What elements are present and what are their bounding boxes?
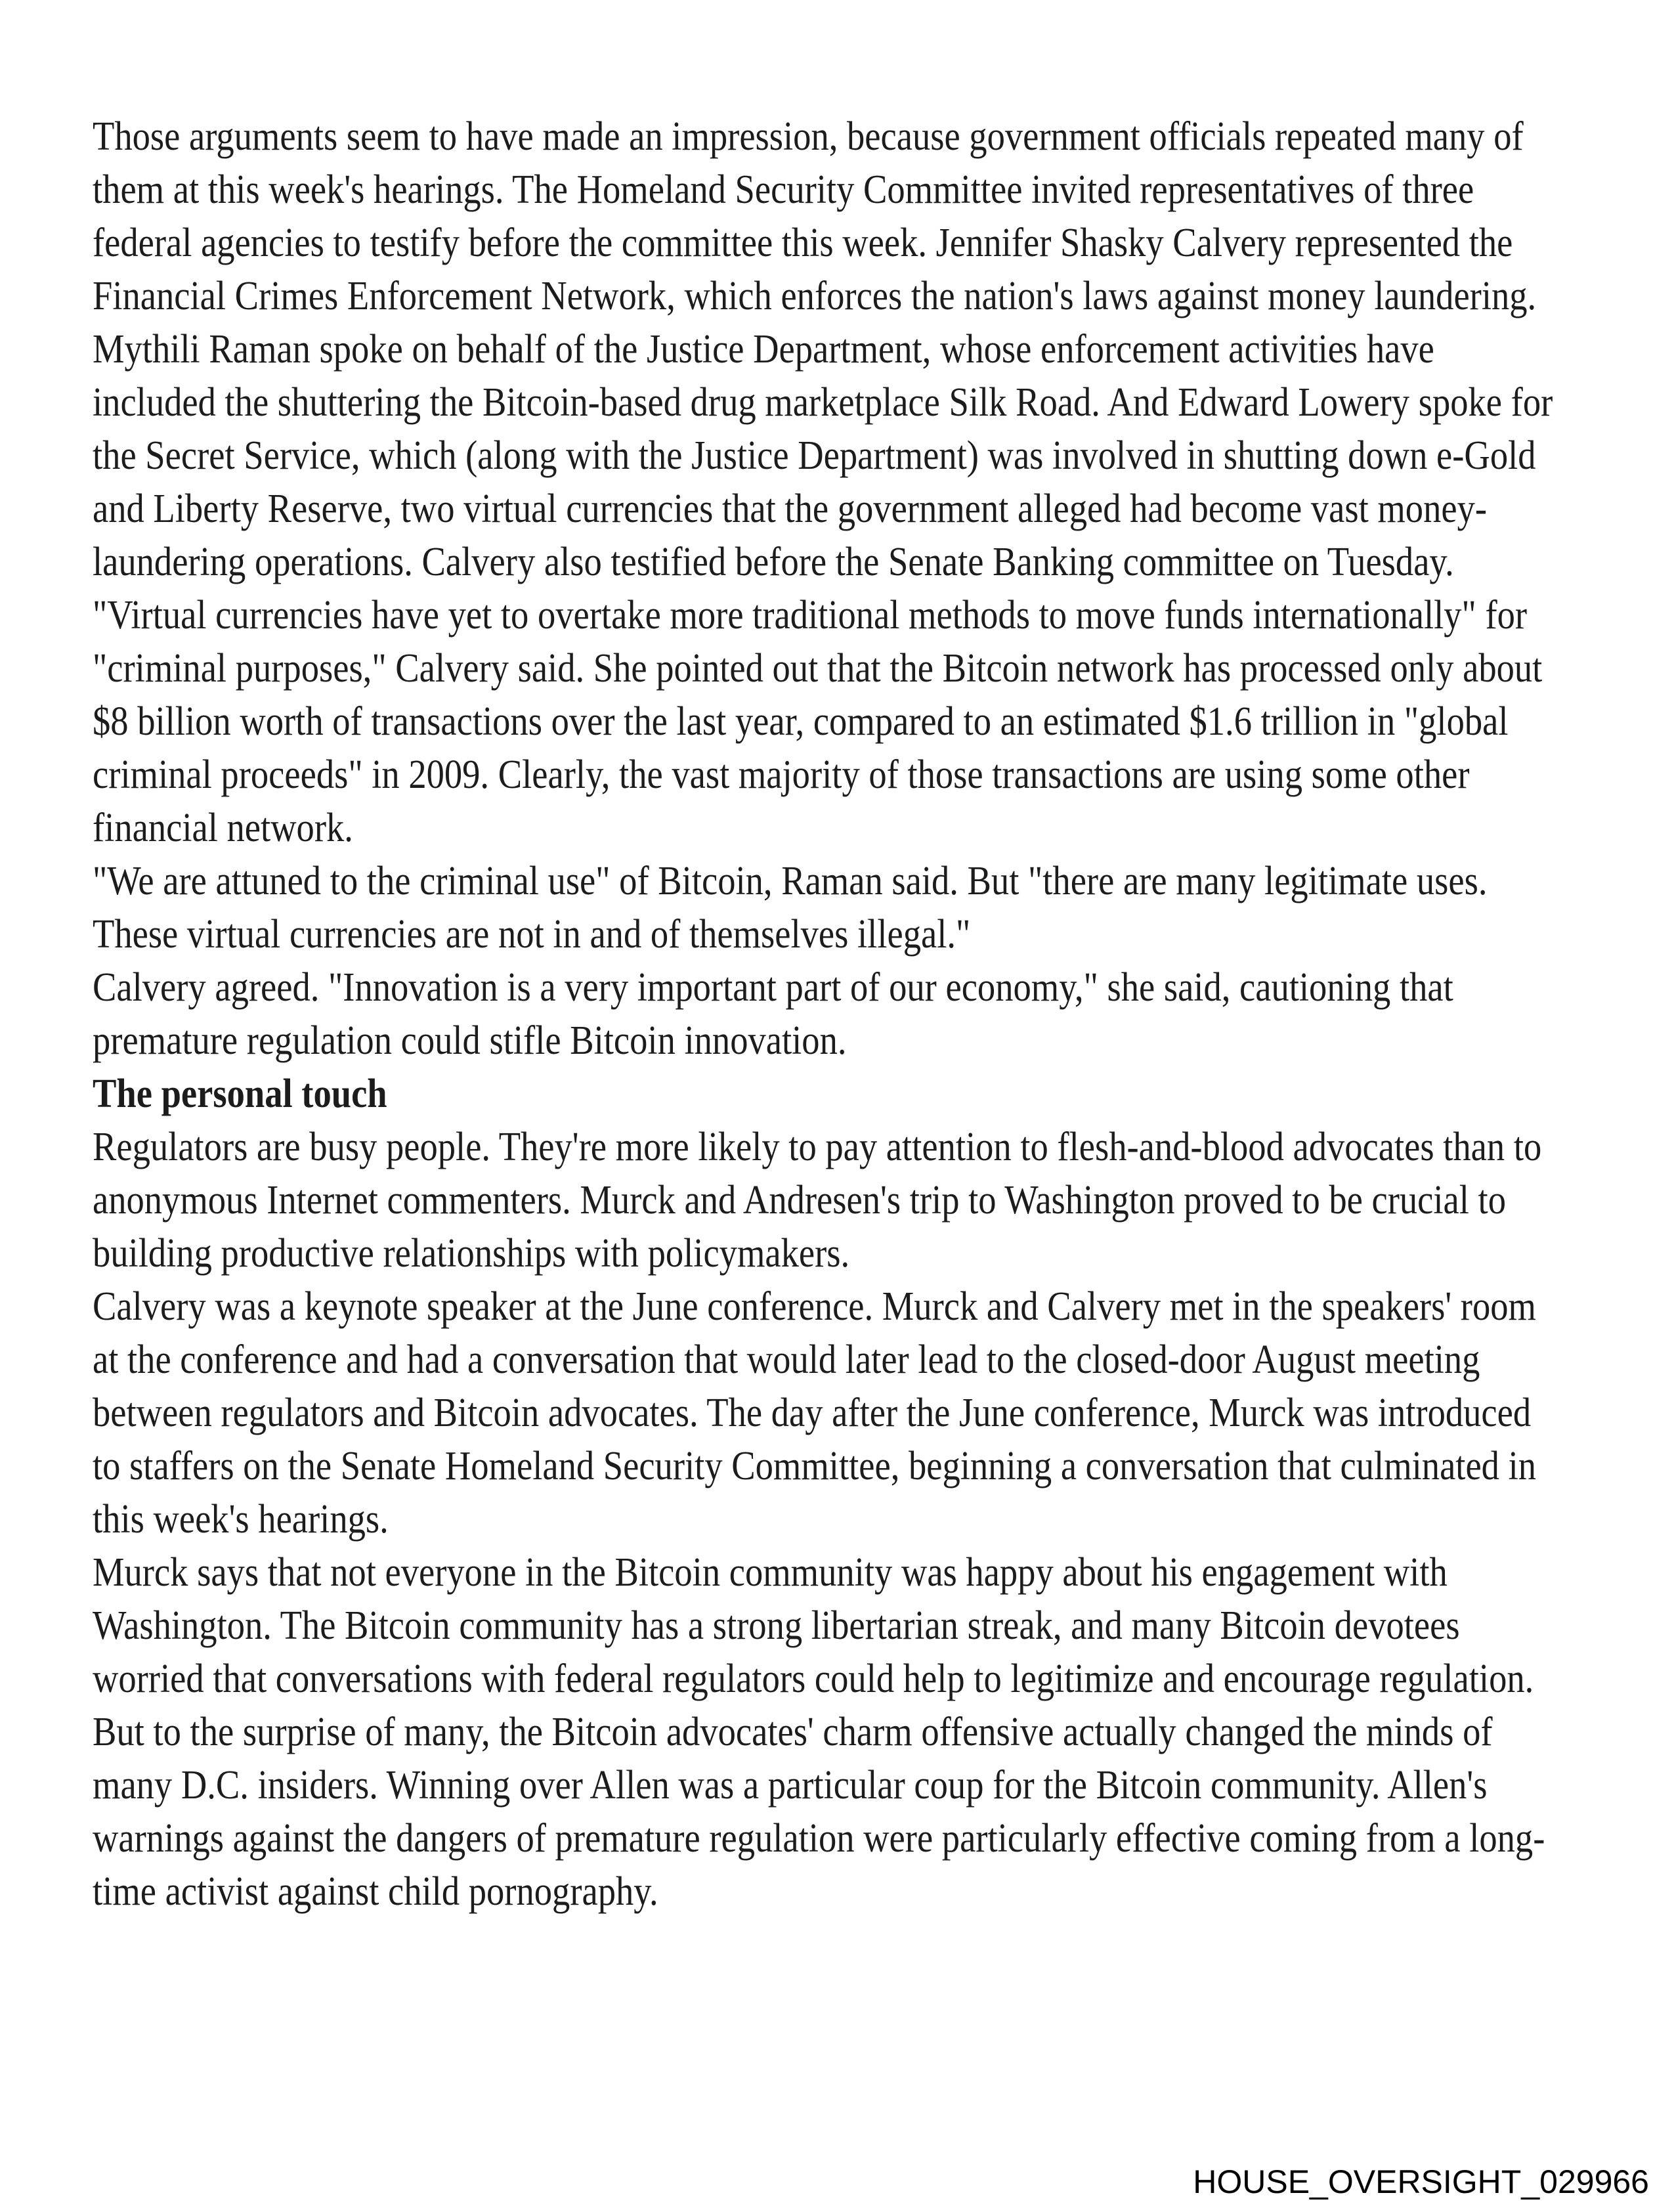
text-line: But to the surprise of many, the Bitcoin advocates' charm offensive actually changed the minds of [93, 1710, 1493, 1754]
text-line: the Secret Service, which (along with the Justice Department) was involved in shutting down e-Gold [93, 433, 1536, 478]
text-line: anonymous Internet commenters. Murck and Andresen's trip to Washington proved to be crucial to [93, 1178, 1506, 1223]
text-line: included the shuttering the Bitcoin-based drug marketplace Silk Road. And Edward Lowery spoke for [93, 380, 1553, 425]
text-line: at the conference and had a conversation that would later lead to the closed-door August meeting [93, 1337, 1480, 1382]
text-line: "We are attuned to the criminal use" of Bitcoin, Raman said. But "there are many legitimate uses. [93, 859, 1488, 903]
text-line: Washington. The Bitcoin community has a strong libertarian streak, and many Bitcoin devotees [93, 1603, 1460, 1648]
text-line: "criminal purposes," Calvery said. She pointed out that the Bitcoin network has processed only about [93, 646, 1543, 691]
text-line: Calvery was a keynote speaker at the June conference. Murck and Calvery met in the speakers' room [93, 1284, 1536, 1329]
text-line: building productive relationships with policymakers. [93, 1231, 850, 1276]
text-line: many D.C. insiders. Winning over Allen was a particular coup for the Bitcoin community. Allen's [93, 1763, 1488, 1808]
text-line: and Liberty Reserve, two virtual currencies that the government alleged had become vast money- [93, 487, 1488, 531]
text-line: laundering operations. Calvery also testified before the Senate Banking committee on Tuesday. [93, 540, 1454, 584]
text-line: Mythili Raman spoke on behalf of the Justice Department, whose enforcement activities have [93, 327, 1434, 372]
text-line: them at this week's hearings. The Homeland Security Committee invited representatives of three [93, 167, 1474, 212]
text-line: time activist against child pornography. [93, 1869, 658, 1914]
text-line: Those arguments seem to have made an impression, because government officials repeated many of [93, 114, 1524, 159]
bates-stamp: HOUSE_OVERSIGHT_029966 [1193, 2163, 1649, 2200]
text-line: Financial Crimes Enforcement Network, which enforces the nation's laws against money laundering. [93, 274, 1537, 318]
text-line: warnings against the dangers of premature regulation were particularly effective coming from a long- [93, 1816, 1545, 1861]
text-line: criminal proceeds" in 2009. Clearly, the vast majority of those transactions are using some other [93, 752, 1470, 797]
text-line: federal agencies to testify before the committee this week. Jennifer Shasky Calvery represented the [93, 221, 1513, 265]
text-line: Regulators are busy people. They're more likely to pay attention to flesh-and-blood advocates than to [93, 1125, 1542, 1169]
text-line: Murck says that not everyone in the Bitcoin community was happy about his engagement with [93, 1550, 1448, 1595]
text-line: These virtual currencies are not in and of themselves illegal." [93, 912, 971, 957]
text-line: Calvery agreed. "Innovation is a very important part of our economy," she said, cautioning that [93, 965, 1453, 1010]
text-line: premature regulation could stifle Bitcoin innovation. [93, 1018, 847, 1063]
text-line: "Virtual currencies have yet to overtake more traditional methods to move funds internationally" for [93, 593, 1528, 638]
text-line: this week's hearings. [93, 1497, 389, 1542]
section-heading: The personal touch [93, 1072, 387, 1116]
article-body [93, 110, 1602, 1919]
text-line: $8 billion worth of transactions over the last year, compared to an estimated $1.6 trillion in "global [93, 699, 1509, 744]
text-line: between regulators and Bitcoin advocates. The day after the June conference, Murck was introduced [93, 1391, 1532, 1435]
text-line: to staffers on the Senate Homeland Security Committee, beginning a conversation that culminated in [93, 1444, 1537, 1488]
text-line: financial network. [93, 806, 353, 850]
text-line: worried that conversations with federal regulators could help to legitimize and encourage regulation. [93, 1657, 1534, 1701]
